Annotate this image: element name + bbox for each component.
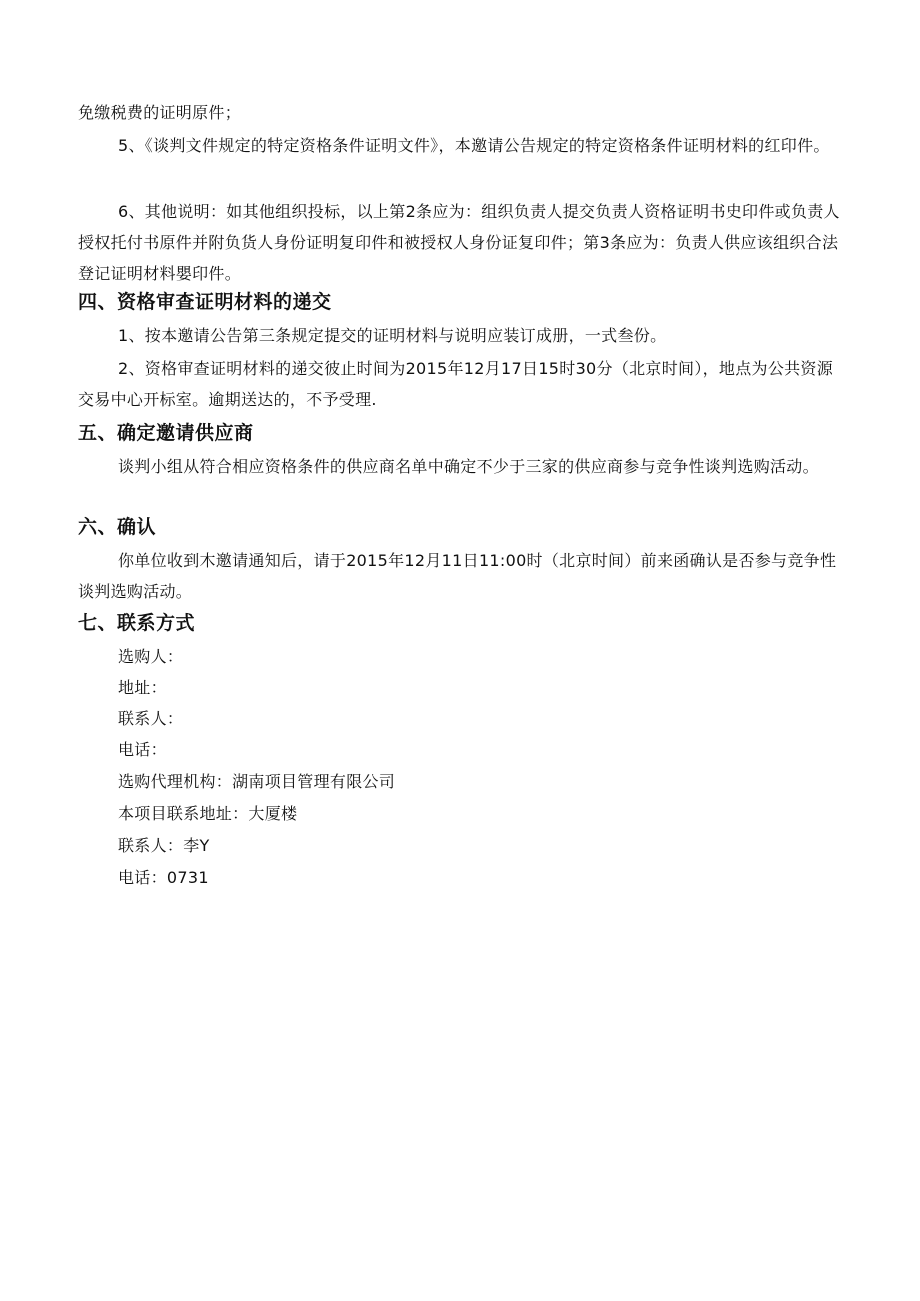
section-4-paragraph-2: 2、资格审查证明材料的递交彼止时间为2015年12月17日15时30分（北京时间），地点为公共资源交易中心开标室。逾期送达的，不予受理.	[78, 359, 834, 409]
contact-phone: 电话：	[118, 740, 167, 759]
contact-agency-person: 联系人：李Y	[118, 836, 210, 855]
section-6-paragraph-1: 你单位收到木邀请通知后，请于2015年12月11日11:00时（北京时间）前来函确认是否参与竞争性谈判选购活动。	[78, 551, 837, 601]
section-6-heading: 六、确认	[78, 516, 157, 538]
section-5-paragraph-1: 谈判小组从符合相应资格条件的供应商名单中确定不少于三家的供应商参与竞争性谈判选购活动。	[118, 457, 819, 476]
section-5-heading: 五、确定邀请供应商	[78, 422, 254, 444]
item-6-paragraph: 6、其他说明：如其他组织投标，以上第2条应为：组织负责人提交负责人资格证明书史印件或负责人授权托付书原件并附负货人身份证明复印件和被授权人身份证复印件；第3条应为：负责人供应该组织合法登记证明材料嬰印件。	[78, 202, 840, 283]
section-4-paragraph-1: 1、按本邀请公告第三条规定提交的证明材料与说明应装订成册，一式叁份。	[118, 326, 667, 345]
section-7-heading: 七、联系方式	[78, 612, 196, 634]
contact-address: 地址：	[118, 678, 167, 697]
contact-person: 联系人：	[118, 709, 184, 728]
contact-agency-phone: 电话：0731	[118, 868, 209, 887]
contact-agency: 选购代理机构：湖南项目管理有限公司	[118, 772, 396, 791]
section-4-heading: 四、资格审查证明材料的递交	[78, 291, 332, 313]
contact-purchaser: 选购人：	[118, 647, 184, 666]
continuation-text: 免缴税费的证明原件；	[78, 103, 242, 122]
item-5-paragraph: 5、《谈判文件规定的特定资格条件证明文件》，本邀请公告规定的特定资格条件证明材料的红印件。	[118, 136, 830, 155]
contact-project-address: 本项目联系地址：大厦楼	[118, 804, 298, 823]
